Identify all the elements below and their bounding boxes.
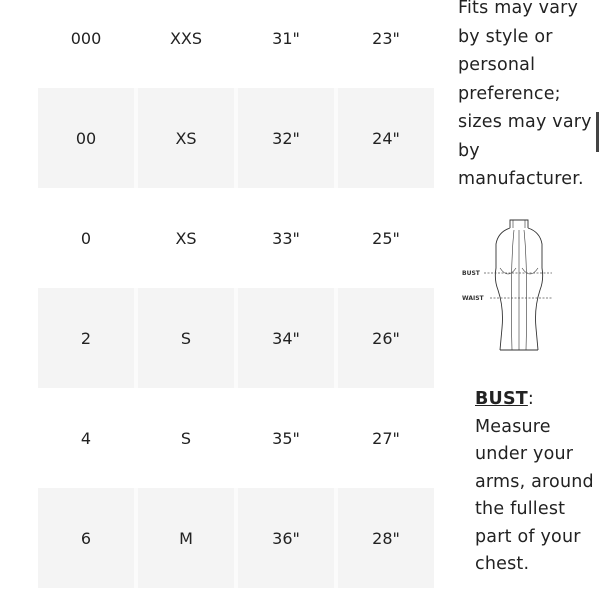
- letter-size-cell: S: [134, 388, 234, 488]
- bust-colon: :: [527, 389, 534, 409]
- bust-measure-cell: 35": [234, 388, 334, 488]
- table-row: [38, 88, 434, 188]
- size-number-cell: 000: [38, 0, 134, 88]
- size-number-cell: 0: [38, 188, 134, 288]
- bust-measure-cell: 36": [234, 488, 334, 588]
- waist-measure-cell: 23": [334, 0, 434, 88]
- letter-size-cell: S: [134, 288, 234, 388]
- waist-measure-cell: 24": [334, 88, 434, 188]
- waist-measure-cell: 25": [334, 188, 434, 288]
- waist-measure-cell: 28": [334, 488, 434, 588]
- dress-form-diagram: [458, 218, 583, 358]
- letter-size-cell: M: [134, 488, 234, 588]
- bust-measure-cell: 34": [234, 288, 334, 388]
- table-row: [38, 0, 434, 88]
- table-row: [38, 288, 434, 388]
- size-number-cell: 6: [38, 488, 134, 588]
- bust-diagram-label: BUST: [462, 270, 480, 277]
- letter-size-cell: XXS: [134, 0, 234, 88]
- waist-diagram-label: WAIST: [462, 295, 484, 302]
- waist-measure-cell: 26": [334, 288, 434, 388]
- letter-size-cell: XS: [134, 88, 234, 188]
- bust-description: Measure under your arms, around the fullest part of your chest.: [475, 416, 594, 574]
- table-row: [38, 188, 434, 288]
- bust-measure-cell: 31": [234, 0, 334, 88]
- size-number-cell: 00: [38, 88, 134, 188]
- size-chart-table: [38, 0, 434, 588]
- bust-instructions: [475, 386, 595, 579]
- letter-size-cell: XS: [134, 188, 234, 288]
- fit-note: Fits may vary by style or personal preference; sizes may vary by manufacturer.: [458, 0, 592, 189]
- bust-title: BUST: [475, 389, 528, 409]
- table-row: [38, 388, 434, 488]
- table-row: [38, 488, 434, 588]
- bust-measure-cell: 32": [234, 88, 334, 188]
- size-number-cell: 4: [38, 388, 134, 488]
- bust-measure-cell: 33": [234, 188, 334, 288]
- waist-measure-cell: 27": [334, 388, 434, 488]
- scrollbar-thumb[interactable]: [596, 112, 599, 152]
- left-margin: [0, 0, 38, 600]
- size-number-cell: 2: [38, 288, 134, 388]
